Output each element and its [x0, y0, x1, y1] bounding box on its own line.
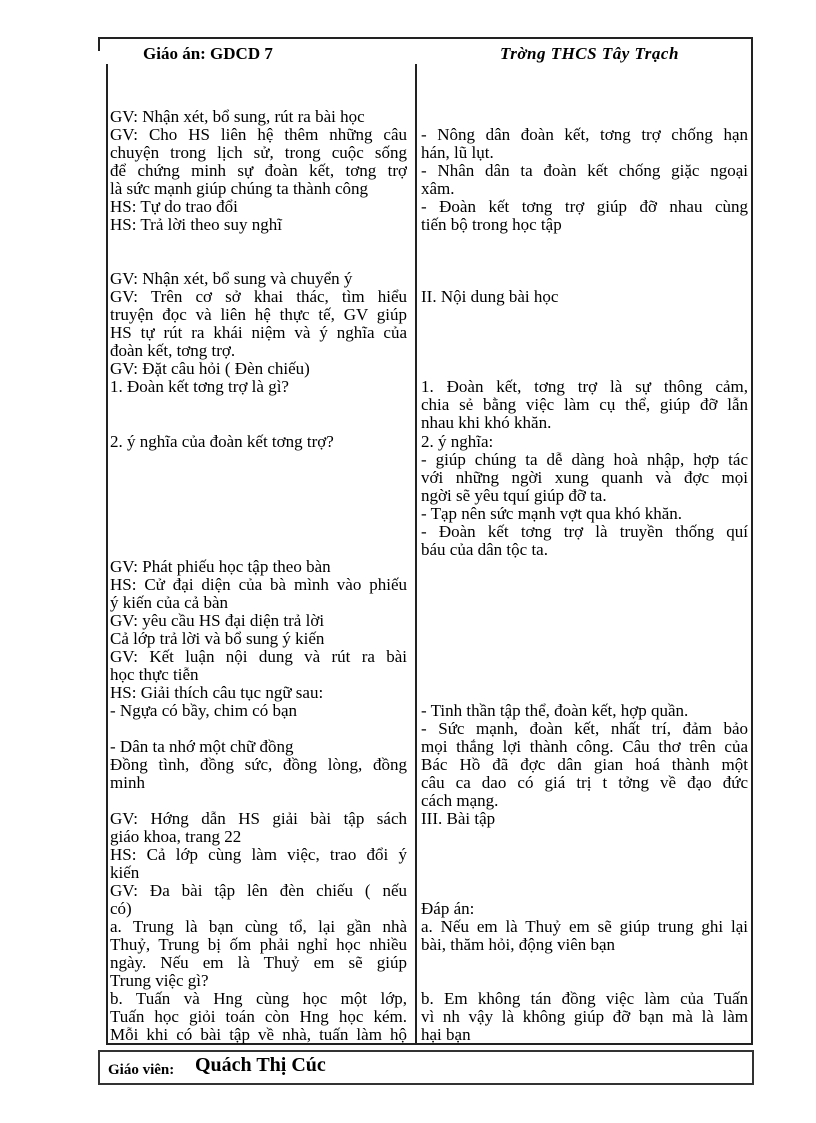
text-line: 1. Đoàn kết tơng trợ là gì?	[110, 378, 289, 396]
text-line: - Dân ta nhớ một chữ đồng	[110, 738, 294, 756]
text-line: với những ngời xung quanh và đợc mọi	[421, 469, 748, 487]
text-line: - Đoàn kết tơng trợ giúp đỡ nhau cùng	[421, 198, 748, 216]
text-line: GV: Phát phiếu học tập theo bàn	[110, 558, 331, 576]
text-line: xâm.	[421, 180, 455, 198]
footer-box	[98, 1050, 754, 1085]
text-line: - Tạp nên sức mạnh vợt qua khó khăn.	[421, 505, 683, 523]
text-line: HS: Giải thích câu tục ngữ sau:	[110, 684, 324, 702]
text-line: - Nông dân đoàn kết, tơng trợ chống hạn	[421, 126, 748, 144]
text-line: Trung việc gì?	[110, 972, 209, 990]
text-line: GV: Kết luận nội dung và rút ra bài	[110, 648, 407, 666]
text-line: kiến	[110, 864, 140, 882]
text-line: minh	[110, 774, 145, 792]
text-line: GV: Đa bài tập lên đèn chiếu ( nếu	[110, 882, 407, 900]
text-line: Đồng tình, đồng sức, đồng lòng, đồng	[110, 756, 407, 774]
text-line: 2. ý nghĩa của đoàn kết tơng trợ?	[110, 433, 334, 451]
text-line: đoàn kết, tơng trợ.	[110, 342, 236, 360]
text-line: III. Bài tập	[421, 810, 496, 828]
text-line: ý kiến của cả bàn	[110, 594, 228, 612]
text-line: cách mạng.	[421, 792, 499, 810]
text-line: tiến bộ trong học tập	[421, 216, 562, 234]
text-line: GV: Đặt câu hỏi ( Đèn chiếu)	[110, 360, 310, 378]
lesson-title: Giáo án: GDCD 7	[143, 44, 273, 63]
text-line: a. Trung là bạn cùng tổ, lại gần nhà	[110, 918, 407, 936]
text-line: hại bạn	[421, 1026, 471, 1044]
table-right-border	[751, 37, 753, 1044]
text-line: II. Nội dung bài học	[421, 288, 559, 306]
text-line: vì nh vậy là không giúp đỡ bạn mà là làm	[421, 1008, 748, 1026]
text-line: GV: Cho HS liên hệ thêm những câu	[110, 126, 407, 144]
text-line: HS: Cử đại diện của bà mình vào phiếu	[110, 576, 407, 594]
text-line: - Sức mạnh, đoàn kết, nhất trí, đảm bảo	[421, 720, 748, 738]
text-line: GV: Trên cơ sở khai thác, tìm hiểu	[110, 288, 407, 306]
text-line: Tuấn học giỏi toán còn Hng học kém.	[110, 1008, 407, 1026]
text-line: - Tinh thần tập thể, đoàn kết, hợp quần.	[421, 702, 689, 720]
text-line: 1. Đoàn kết, tơng trợ là sự thông cảm,	[421, 378, 748, 396]
text-line: HS tự rút ra khái niệm và ý nghĩa của	[110, 324, 407, 342]
text-line: - giúp chúng ta dễ dàng hoà nhập, hợp tác	[421, 451, 748, 469]
text-line: GV: Nhận xét, bổ sung và chuyển ý	[110, 270, 353, 288]
text-line: b. Tuấn và Hng cùng học một lớp,	[110, 990, 407, 1008]
text-line: HS: Trả lời theo suy nghĩ	[110, 216, 282, 234]
text-line: báu của dân tộc ta.	[421, 541, 548, 559]
header-top-border	[98, 37, 752, 39]
text-line: GV: Nhận xét, bổ sung, rút ra bài học	[110, 108, 365, 126]
teacher-label: Giáo viên:	[108, 1062, 175, 1078]
text-line: chuyện trong lịch sử, trong cuộc sống	[110, 144, 407, 162]
text-line: GV: Hớng dẫn HS giải bài tập sách	[110, 810, 407, 828]
text-line: chia sẻ bằng việc làm cụ thể, giúp đỡ lẫn	[421, 396, 748, 414]
text-line: ngời sẽ yêu tquí giúp đỡ ta.	[421, 487, 607, 505]
text-line: câu ca dao có giá trị t tởng về đạo đức	[421, 774, 748, 792]
text-line: có)	[110, 900, 132, 918]
text-line: - Nhân dân ta đoàn kết chống giặc ngoại	[421, 162, 748, 180]
text-line: - Đoàn kết tơng trợ là truyền thống quí	[421, 523, 748, 541]
text-line: để chứng minh sự đoàn kết, tơng trợ	[110, 162, 407, 180]
text-line: giáo khoa, trang 22	[110, 828, 242, 846]
text-line: học thực tiễn	[110, 666, 199, 684]
table-middle-border	[415, 64, 417, 1044]
text-line: 2. ý nghĩa:	[421, 433, 494, 451]
text-line: truyện đọc và liên hệ thực tế, GV giúp	[110, 306, 407, 324]
text-line: Mỗi khi có bài tập về nhà, tuấn làm hộ	[110, 1026, 407, 1044]
school-name: Trờng THCS Tây Trạch	[500, 44, 679, 63]
teacher-name: Quách Thị Cúc	[195, 1054, 326, 1076]
text-line: Cả lớp trả lời và bổ sung ý kiến	[110, 630, 325, 648]
text-line: mọi thắng lợi thành công. Câu thơ trên của	[421, 738, 748, 756]
header-left-border	[98, 37, 100, 51]
text-line: b. Em không tán đồng việc làm của Tuấn	[421, 990, 748, 1008]
text-line: bài, thăm hỏi, động viên bạn	[421, 936, 616, 954]
text-line: GV: yêu cầu HS đại diện trả lời	[110, 612, 325, 630]
table-left-border	[106, 64, 108, 1044]
text-line: HS: Tự do trao đổi	[110, 198, 238, 216]
text-line: là sức mạnh giúp chúng ta thành công	[110, 180, 369, 198]
text-line: - Ngựa có bầy, chim có bạn	[110, 702, 298, 720]
text-line: Thuỷ, Trung bị ốm phải nghỉ học nhiều	[110, 936, 407, 954]
text-line: Bác Hồ đã đợc dân gian hoá thành một	[421, 756, 748, 774]
text-line: HS: Cả lớp cùng làm việc, trao đổi ý	[110, 846, 407, 864]
text-line: hán, lũ lụt.	[421, 144, 494, 162]
text-line: a. Nếu em là Thuỷ em sẽ giúp trung ghi lại	[421, 918, 748, 936]
text-line: Đáp án:	[421, 900, 475, 918]
text-line: nhau khi khó khăn.	[421, 414, 552, 432]
text-line: ngày. Nếu em là Thuỷ em sẽ giúp	[110, 954, 407, 972]
